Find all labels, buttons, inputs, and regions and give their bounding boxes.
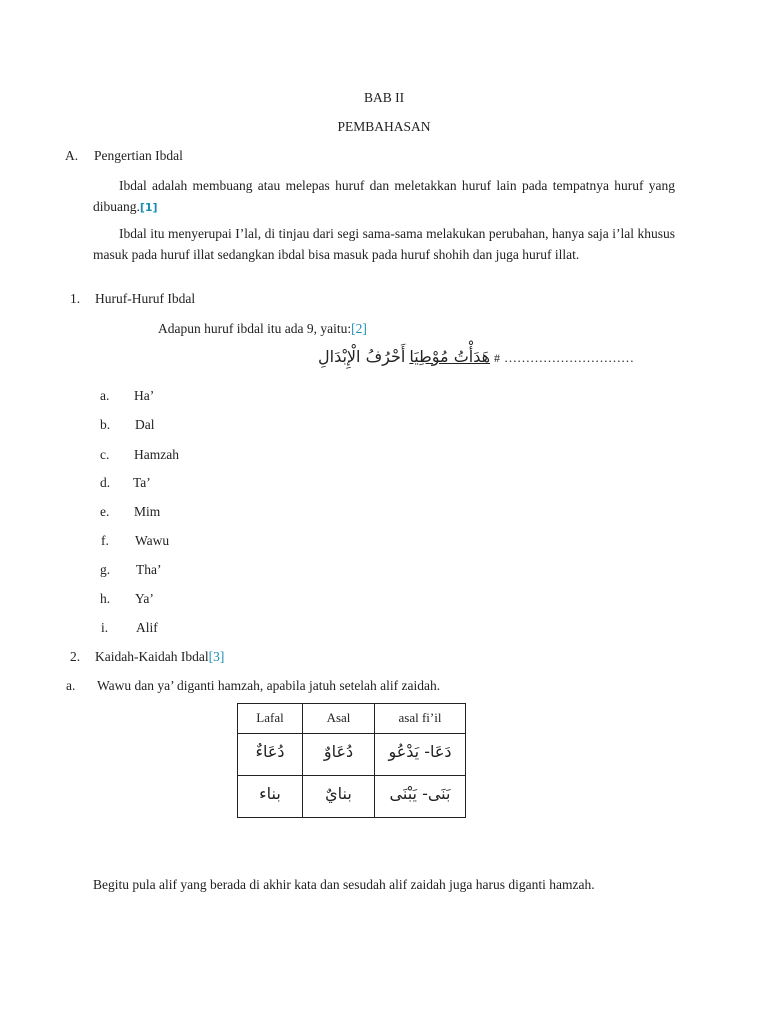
section-a-paragraph-1 xyxy=(93,175,675,218)
list-item-marker: c. xyxy=(100,447,110,462)
footnote-ref-1[interactable]: [1] xyxy=(139,201,158,214)
footnote-ref-3[interactable]: [3] xyxy=(208,649,225,664)
list-item-marker: g. xyxy=(100,562,111,577)
table-cell: بناء xyxy=(238,776,303,818)
table-cell: دُعَاوٌ xyxy=(303,734,375,776)
section-1-intro xyxy=(158,321,367,337)
arabic-verse-main: أَحْرُفُ الْإِبْدَالِ xyxy=(318,347,406,366)
rule-text: Wawu dan ya’ diganti hamzah, apabila jatuh setelah alif zaidah. xyxy=(97,678,441,693)
table-header-cell: Lafal xyxy=(238,704,303,734)
list-item: Ta’ xyxy=(133,475,151,490)
ibdal-example-table xyxy=(237,703,466,818)
section-a-paragraph-2 xyxy=(93,223,675,265)
list-item-marker: a. xyxy=(100,388,110,403)
section-1-marker: 1. xyxy=(70,291,81,306)
paragraph-1-text: Ibdal adalah membuang atau melepas huruf dan meletakkan huruf lain pada tempatnya huruf yang dibuang. xyxy=(93,178,675,214)
table-row xyxy=(238,734,466,776)
table-cell: دُعَاءٌ xyxy=(238,734,303,776)
chapter-label: BAB II xyxy=(363,90,405,105)
table-header-cell: Asal xyxy=(303,704,375,734)
page-title: PEMBAHASAN xyxy=(337,119,431,134)
section-2-heading xyxy=(95,649,224,665)
table-cell: بَنَى- يَبْنَى xyxy=(375,776,466,818)
table-cell: بنايٌ xyxy=(303,776,375,818)
section-2-marker: 2. xyxy=(70,649,81,664)
list-item: Mim xyxy=(134,504,161,519)
list-item: Tha’ xyxy=(136,562,162,577)
intro-text: Adapun huruf ibdal itu ada 9, yaitu: xyxy=(158,321,352,336)
section-2-title: Kaidah-Kaidah Ibdal xyxy=(95,649,209,664)
section-a-title: Pengertian Ibdal xyxy=(94,148,183,163)
footnote-ref-2[interactable]: [2] xyxy=(351,321,367,336)
list-item: Dal xyxy=(135,417,155,432)
table-header-cell: asal fi’il xyxy=(375,704,466,734)
list-item: Wawu xyxy=(135,533,170,548)
list-item: Ha’ xyxy=(134,388,155,403)
section-a-marker: A. xyxy=(65,148,79,163)
arabic-verse-underlined: هَدَأْتُ مُوْطِيَا xyxy=(409,347,491,366)
paragraph-2-text: Ibdal itu menyerupai I’lal, di tinjau dari segi sama-sama melakukan perubahan, hanya saja i’lal khusus masuk pada huruf illat sedangkan ibdal bisa masuk pada huruf shohih dan juga huruf illat. xyxy=(93,226,675,262)
verse-dots: ………………………… xyxy=(504,350,635,365)
list-item: Alif xyxy=(136,620,158,635)
list-item-marker: d. xyxy=(100,475,111,490)
list-item-marker: f. xyxy=(101,533,109,548)
list-item-marker: i. xyxy=(101,620,109,635)
list-item-marker: h. xyxy=(100,591,111,606)
list-item: Ya’ xyxy=(135,591,154,606)
list-item: Hamzah xyxy=(134,447,179,462)
closing-paragraph: Begitu pula alif yang berada di akhir kata dan sesudah alif zaidah juga harus diganti hamzah. xyxy=(93,877,595,892)
list-item-marker: e. xyxy=(100,504,110,519)
verse-separator: # xyxy=(494,351,501,365)
table-cell: دَعَا- يَدْعُو xyxy=(375,734,466,776)
table-header-row xyxy=(238,704,466,734)
arabic-verse-line xyxy=(318,347,675,367)
list-item-marker: b. xyxy=(100,417,111,432)
table-row xyxy=(238,776,466,818)
rule-marker: a. xyxy=(66,678,76,693)
section-1-title: Huruf-Huruf Ibdal xyxy=(95,291,196,306)
